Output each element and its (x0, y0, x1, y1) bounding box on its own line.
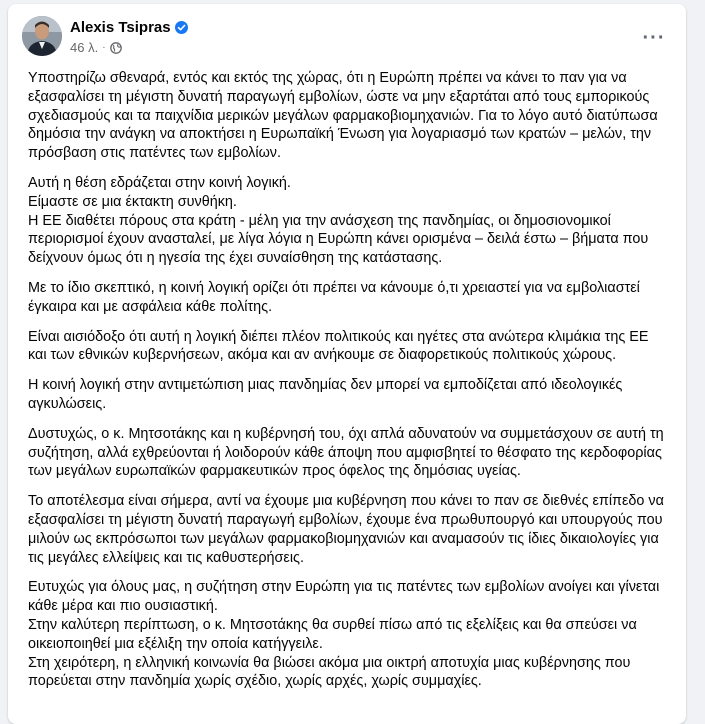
post-text-line: Η ΕΕ διαθέτει πόρους στα κράτη - μέλη για την ανάσχεση της πανδημίας, οι δημοσιονομικοί περιορισμοί έχουν ανασταλεί, με λίγα λόγια η Ευρώπη κάνει ορισμένα – δειλά έστω – βήματα που δείχνουν όμως ότι η ηγεσία της έχει συναίσθηση της κατάστασης. (28, 212, 649, 267)
post-text-line: Ευτυχώς για όλους μας, η συζήτηση στην Ευρώπη για τις πατέντες των εμβολίων ανοίγει και γίνεται κάθε μέρα και πιο ουσιαστική. (28, 579, 660, 615)
meta-separator: · (102, 42, 106, 53)
author-name[interactable]: Alexis Tsipras (70, 19, 171, 36)
post-paragraph (28, 492, 668, 567)
globe-icon[interactable] (110, 42, 122, 54)
post-text-line: Το αποτέλεσμα είναι σήμερα, αντί να έχουμε μια κυβέρνηση που κάνει το παν σε διεθνές επίπεδο να εξασφαλίσει τη μέγιστη δυνατή παραγωγή εμβολίων, έχουμε ένα πρωθυπουργό και υπουργούς που μιλούν ως εκπρόσωποι των μεγάλων φαρμακοβιομηχανιών και αναμασούν τις ίδιες δικαιολογίες για τις μεγάλες ελλείψεις και τις καθυστερήσεις. (28, 493, 664, 566)
post-text-line: Η κοινή λογική στην αντιμετώπιση μιας πανδημίας δεν μπορεί να εμποδίζεται από ιδεολογικές αγκυλώσεις. (28, 377, 623, 412)
post-header (22, 16, 672, 60)
post-paragraph (28, 578, 668, 691)
post-paragraph (28, 376, 668, 414)
post-text-line: Είμαστε σε μια έκτακτη συνθήκη. (28, 193, 237, 210)
author-avatar[interactable] (22, 16, 62, 56)
post-text-line: Στην καλύτερη περίπτωση, ο κ. Μητσοτάκης θα συρθεί πίσω από τις εξελίξεις και θα σπεύσει να οικειοποιηθεί μια εξέλιξη την οποία κατήγγειλε. (28, 616, 637, 652)
post-paragraph (28, 328, 668, 366)
post-paragraph (28, 174, 668, 268)
post-text (28, 69, 668, 702)
post-text-line: Υποστηρίζω σθεναρά, εντός και εκτός της χώρας, ότι η Ευρώπη πρέπει να κάνει το παν για να εξασφαλίσει τη μέγιστη δυνατή παραγωγή εμβολίων, ώστε να μην εξαρτάται από τους εμπορικούς σχεδιασμούς και τα παιχνίδια μερικών μεγάλων φαρμακοβιομηχανιών. Για το λόγο αυτό διατύπωσα δημόσια την ανάγκη να αποκτήσει η Ευρωπαϊκή Ένωση για λογαριασμό των κρατών – μελών, την πρόσβαση στις πατέντες των εμβολίων. (28, 70, 658, 162)
post-paragraph (28, 69, 668, 163)
post-paragraph (28, 425, 668, 481)
more-options-button[interactable] (636, 20, 672, 56)
more-options-icon: ··· (642, 27, 666, 49)
verified-badge-icon (175, 21, 188, 34)
post-paragraph (28, 279, 668, 317)
post-timestamp[interactable]: 46 λ. (70, 40, 99, 55)
post-text-line: Αυτή η θέση εδράζεται στην κοινή λογική. (28, 174, 291, 191)
post-text-line: Είναι αισιόδοξο ότι αυτή η λογική διέπει πλέον πολιτικούς και ηγέτες στα ανώτερα κλιμάκια της ΕΕ και των εθνικών κυβερνήσεων, ακόμα και αν ανήκουμε σε διαφορετικούς πολιτικούς χώρους. (28, 328, 649, 364)
post-text-line: Στη χειρότερη, η ελληνική κοινωνία θα βιώσει ακόμα μια οικτρή αποτυχία μιας κυβέρνησης που πορεύεται στην πανδημία χωρίς σχέδιο, χωρίς αρχές, χωρίς συμμαχίες. (28, 654, 631, 690)
post-card (8, 4, 686, 724)
post-text-line: Με το ίδιο σκεπτικό, η κοινή λογική ορίζει ότι πρέπει να κάνουμε ό,τι χρειαστεί για να εμβολιαστεί έγκαιρα και με ασφάλεια κάθε πολίτης. (28, 279, 640, 315)
post-text-line: Δυστυχώς, ο κ. Μητσοτάκης και η κυβέρνησή του, όχι απλά αδυνατούν να συμμετάσχουν σε αυτή τη συζήτηση, αλλά εχθρεύονται ή λοιδορούν κάθε άποψη που αμφισβητεί το θέσφατο της κερδοφορίας των μεγάλων ευρωπαϊκών φαρμακευτικών προς όφελος της δημόσιας υγείας. (28, 425, 664, 480)
